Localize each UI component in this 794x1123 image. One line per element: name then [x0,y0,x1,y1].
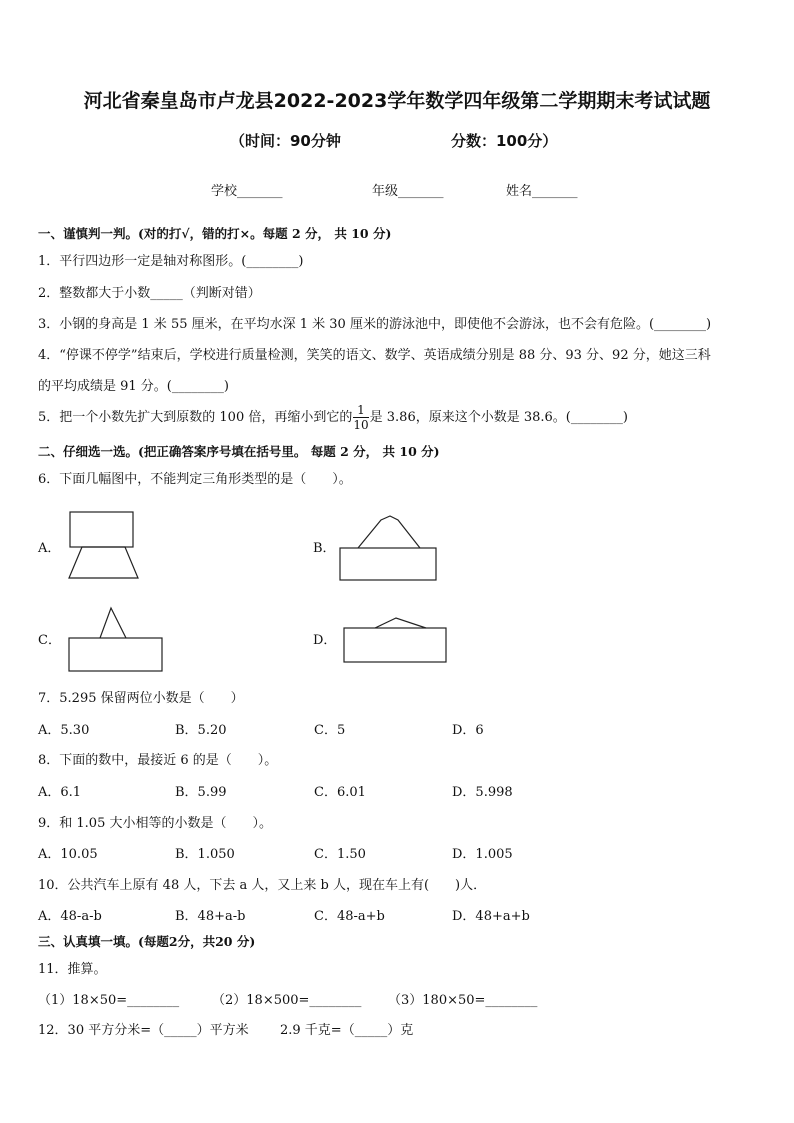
fraction-one-tenth [353,403,368,432]
question-4-line1: 4．“停课不停学”结束后，学校进行质量检测，笑笑的语文、数学、英语成绩分别是 88 分、93 分、92 分，她这三科 [38,348,711,363]
q10-option-b: B．48+a-b [175,909,246,924]
fraction-denominator: 10 [353,418,369,432]
section-1-heading: 一、谨慎判一判。(对的打√，错的打×。每题 2 分， 共 10 分) [38,226,392,241]
grade-field: 年级_______ [372,184,444,199]
q6-figure-d [340,610,450,666]
q6-figure-c [64,604,166,674]
school-field: 学校_______ [211,184,283,199]
question-9: 9．和 1.05 大小相等的小数是（ ）。 [38,816,272,831]
question-2: 2．整数都大于小数_____（判断对错） [38,286,261,301]
question-8: 8．下面的数中，最接近 6 的是（ ）。 [38,753,278,768]
q9-option-c: C．1.50 [314,847,366,862]
q8-option-c: C．6.01 [314,785,366,800]
q8-option-a: A．6.1 [38,785,82,800]
q10-option-d: D．48+a+b [452,909,530,924]
section-2-heading: 二、仔细选一选。(把正确答案序号填在括号里。 每题 2 分， 共 10 分) [38,444,440,459]
q11-part-1: （1）18×50=________ [38,993,180,1008]
q10-option-a: A．48-a-b [38,909,102,924]
exam-score: 分数：100分） [451,132,558,150]
question-6: 6．下面几幅图中，不能判定三角形类型的是（ ）。 [38,472,352,487]
q8-option-d: D．5.998 [452,785,513,800]
question-12-part-2: 2.9 千克=（_____）克 [280,1023,414,1038]
question-4-line2: 的平均成绩是 91 分。(________) [38,379,229,394]
page-title: 河北省秦皇岛市卢龙县2022-2023学年数学四年级第二学期期末考试试题 [83,90,711,112]
exam-time: （时间：90分钟 [230,132,341,150]
q7-option-b: B．5.20 [175,723,227,738]
q7-option-d: D．6 [452,723,484,738]
q7-option-c: C．5 [314,723,346,738]
question-12-part-1: 12．30 平方分米=（_____）平方米 [38,1023,249,1038]
q6-figure-a [65,510,145,582]
q11-part-2: （2）18×500=________ [212,993,362,1008]
q9-option-b: B．1.050 [175,847,235,862]
q10-option-c: C．48-a+b [314,909,385,924]
q6-option-a-label: A． [38,541,61,556]
q6-option-d-label: D． [313,633,337,648]
q9-option-d: D．1.005 [452,847,513,862]
q9-option-a: A．10.05 [38,847,98,862]
question-7: 7．5.295 保留两位小数是（ ） [38,691,244,706]
section-3-heading: 三、认真填一填。(每题2分，共20 分) [38,934,256,949]
q6-option-b-label: B． [313,541,336,556]
question-5-part2: 是 3.86，原来这个小数是 38.6。(________) [369,410,628,425]
name-field: 姓名_______ [506,184,578,199]
question-5 [38,403,628,433]
fraction-numerator: 1 [353,403,368,418]
q6-figure-b [336,514,440,584]
question-5-part1: 5．把一个小数先扩大到原数的 100 倍，再缩小到它的 [38,410,353,425]
q11-part-3: （3）180×50=________ [388,993,538,1008]
q6-option-c-label: C． [38,633,61,648]
q7-option-a: A．5.30 [38,723,90,738]
question-3: 3．小钢的身高是 1 米 55 厘米，在平均水深 1 米 30 厘米的游泳池中，即使他不会游泳，也不会有危险。(________) [38,317,712,332]
question-10: 10．公共汽车上原有 48 人，下去 a 人，又上来 b 人，现在车上有( )人． [38,878,487,893]
q8-option-b: B．5.99 [175,785,227,800]
question-11: 11．推算。 [38,962,107,977]
question-1: 1．平行四边形一定是轴对称图形。(________) [38,254,304,269]
